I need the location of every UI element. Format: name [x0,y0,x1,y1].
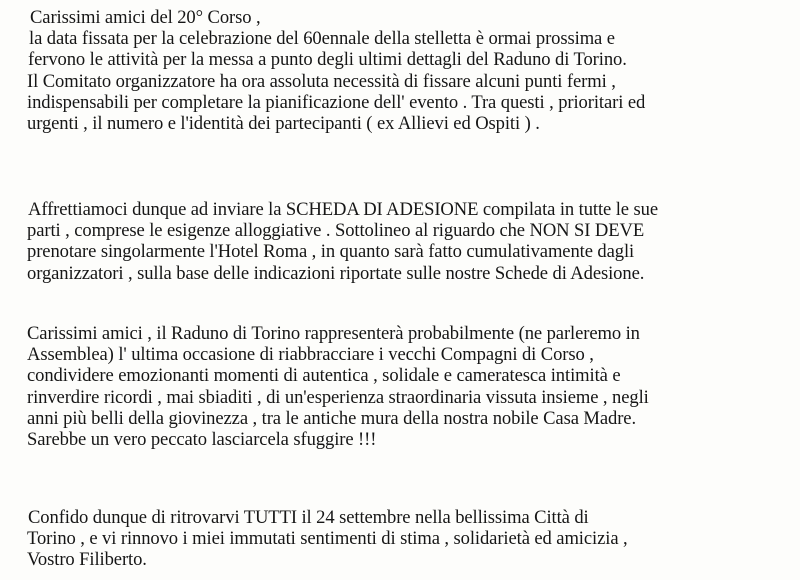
paragraph-greeting [27,7,645,134]
text-line: Affrettiamoci dunque ad inviare la SCHEDA DI ADESIONE compilata in tutte le sue [28,199,658,220]
text-line: urgenti , il numero e l'identità dei partecipanti ( ex Allievi ed Ospiti ) . [27,113,540,135]
text-line: prenotare singolarmente l'Hotel Roma , in quanto sarà fatto cumulativamente dagli [27,241,635,263]
text-line: condividere emozionanti momenti di autentica , solidale e cameratesca intimità e [27,365,621,387]
text-line: Il Comitato organizzatore ha ora assoluta necessità di fissare alcuni punti fermi , [27,70,616,92]
paragraph-registration [27,199,658,284]
text-line: la data fissata per la celebrazione del 60ennale della stelletta è ormai prossima e [29,28,615,50]
text-line: rinverdire ricordi , mai sbiaditi , di un'esperienza straordinaria vissuta insieme , negli [27,386,649,408]
text-line: Carissimi amici del 20° Corso , [30,7,261,28]
text-line: Confido dunque di ritrovarvi TUTTI il 24 settembre nella bellissima Città di [28,507,589,528]
text-line: anni più belli della giovinezza , tra le antiche mura della nostra nobile Casa Madre. [27,407,636,429]
paragraph-closing [27,507,628,571]
text-line: Carissimi amici , il Raduno di Torino rappresenterà probabilmente (ne parleremo in [27,323,640,344]
text-line: Sarebbe un vero peccato lasciarcela sfuggire !!! [27,429,377,451]
text-line: Assemblea) l' ultima occasione di riabbracciare i vecchi Compagni di Corso , [27,344,594,366]
text-line: indispensabili per completare la pianificazione dell' evento . Tra questi , prioritari ed [27,91,646,113]
text-line: fervono le attività per la messa a punto degli ultimi dettagli del Raduno di Torino. [28,49,627,71]
text-line: parti , comprese le esigenze alloggiative . Sottolineo al riguardo che NON SI DEVE [27,220,645,242]
signature-line: Vostro Filiberto. [27,549,147,571]
text-line: Torino , e vi rinnovo i miei immutati sentimenti di stima , solidarietà ed amicizia , [27,528,628,550]
text-line: organizzatori , sulla base delle indicazioni riportate sulle nostre Schede di Adesione. [27,262,645,284]
paragraph-reunion [27,323,649,450]
